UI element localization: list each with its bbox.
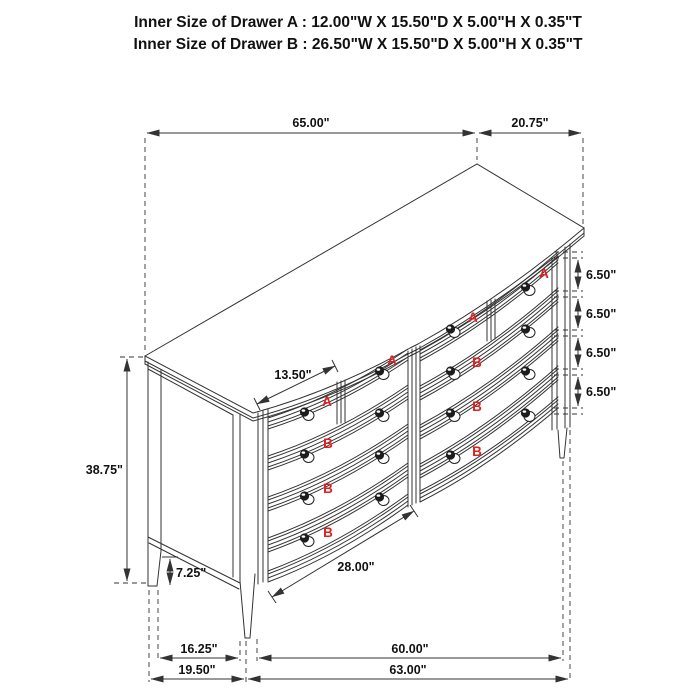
dim-base-outer-right-label: 63.00"	[389, 663, 427, 677]
drawer-a-label: A	[322, 394, 332, 409]
drawer-a-label: A	[387, 353, 397, 368]
drawer-b-label: B	[323, 481, 333, 496]
dim-top-width-label: 65.00"	[292, 116, 330, 130]
knob-icon	[521, 408, 535, 421]
dim-row-height-label: 6.50"	[586, 268, 617, 282]
dim-top-depth-label: 20.75"	[511, 116, 549, 130]
dim-top-depth	[479, 116, 581, 133]
drawer-b-label: B	[472, 444, 482, 459]
inner-size-drawer-a-text: Inner Size of Drawer A : 12.00"W X 15.50"D X 5.00"H X 0.35"T	[134, 14, 582, 31]
dim-overall-height-label: 38.75"	[85, 463, 123, 477]
knob-icon	[375, 492, 389, 505]
knob-icon	[446, 324, 460, 337]
drawer-a-label: A	[468, 310, 478, 325]
dresser-top	[145, 164, 584, 421]
dim-drawer-a-width-label: 13.50"	[274, 368, 312, 382]
dim-row-height-label: 6.50"	[586, 385, 617, 399]
dim-overall-height	[86, 357, 146, 583]
dim-base-group	[149, 430, 570, 682]
drawer-b-label: B	[472, 399, 482, 414]
drawer-a-label: A	[539, 266, 549, 281]
front-right-leg	[558, 428, 567, 458]
knob-icon	[300, 533, 314, 546]
drawer-b-label: B	[323, 525, 333, 540]
dim-drawer-b-width	[268, 505, 418, 603]
dim-drawer-heights	[554, 252, 616, 414]
knob-icon	[521, 324, 535, 337]
dim-base-outer-left-label: 19.50"	[178, 663, 216, 677]
dim-drawer-b-width-label: 28.00"	[337, 560, 375, 574]
dim-row-height-label: 6.50"	[586, 307, 617, 321]
inner-size-drawer-b-text: Inner Size of Drawer B : 26.50"W X 15.50"D X 5.00"H X 0.35"T	[133, 36, 583, 53]
dim-row-height-label: 6.50"	[586, 346, 617, 360]
knob-icon	[521, 366, 535, 379]
front-left-leg	[240, 574, 255, 638]
drawer-b-label: B	[323, 436, 333, 451]
knob-icon	[300, 449, 314, 462]
drawer-b-label: B	[472, 355, 482, 370]
dim-leg-height-label: 7.25"	[176, 566, 207, 580]
dim-base-inner-right-label: 60.00"	[391, 642, 429, 656]
dim-base-inner-left-label: 16.25"	[180, 642, 218, 656]
